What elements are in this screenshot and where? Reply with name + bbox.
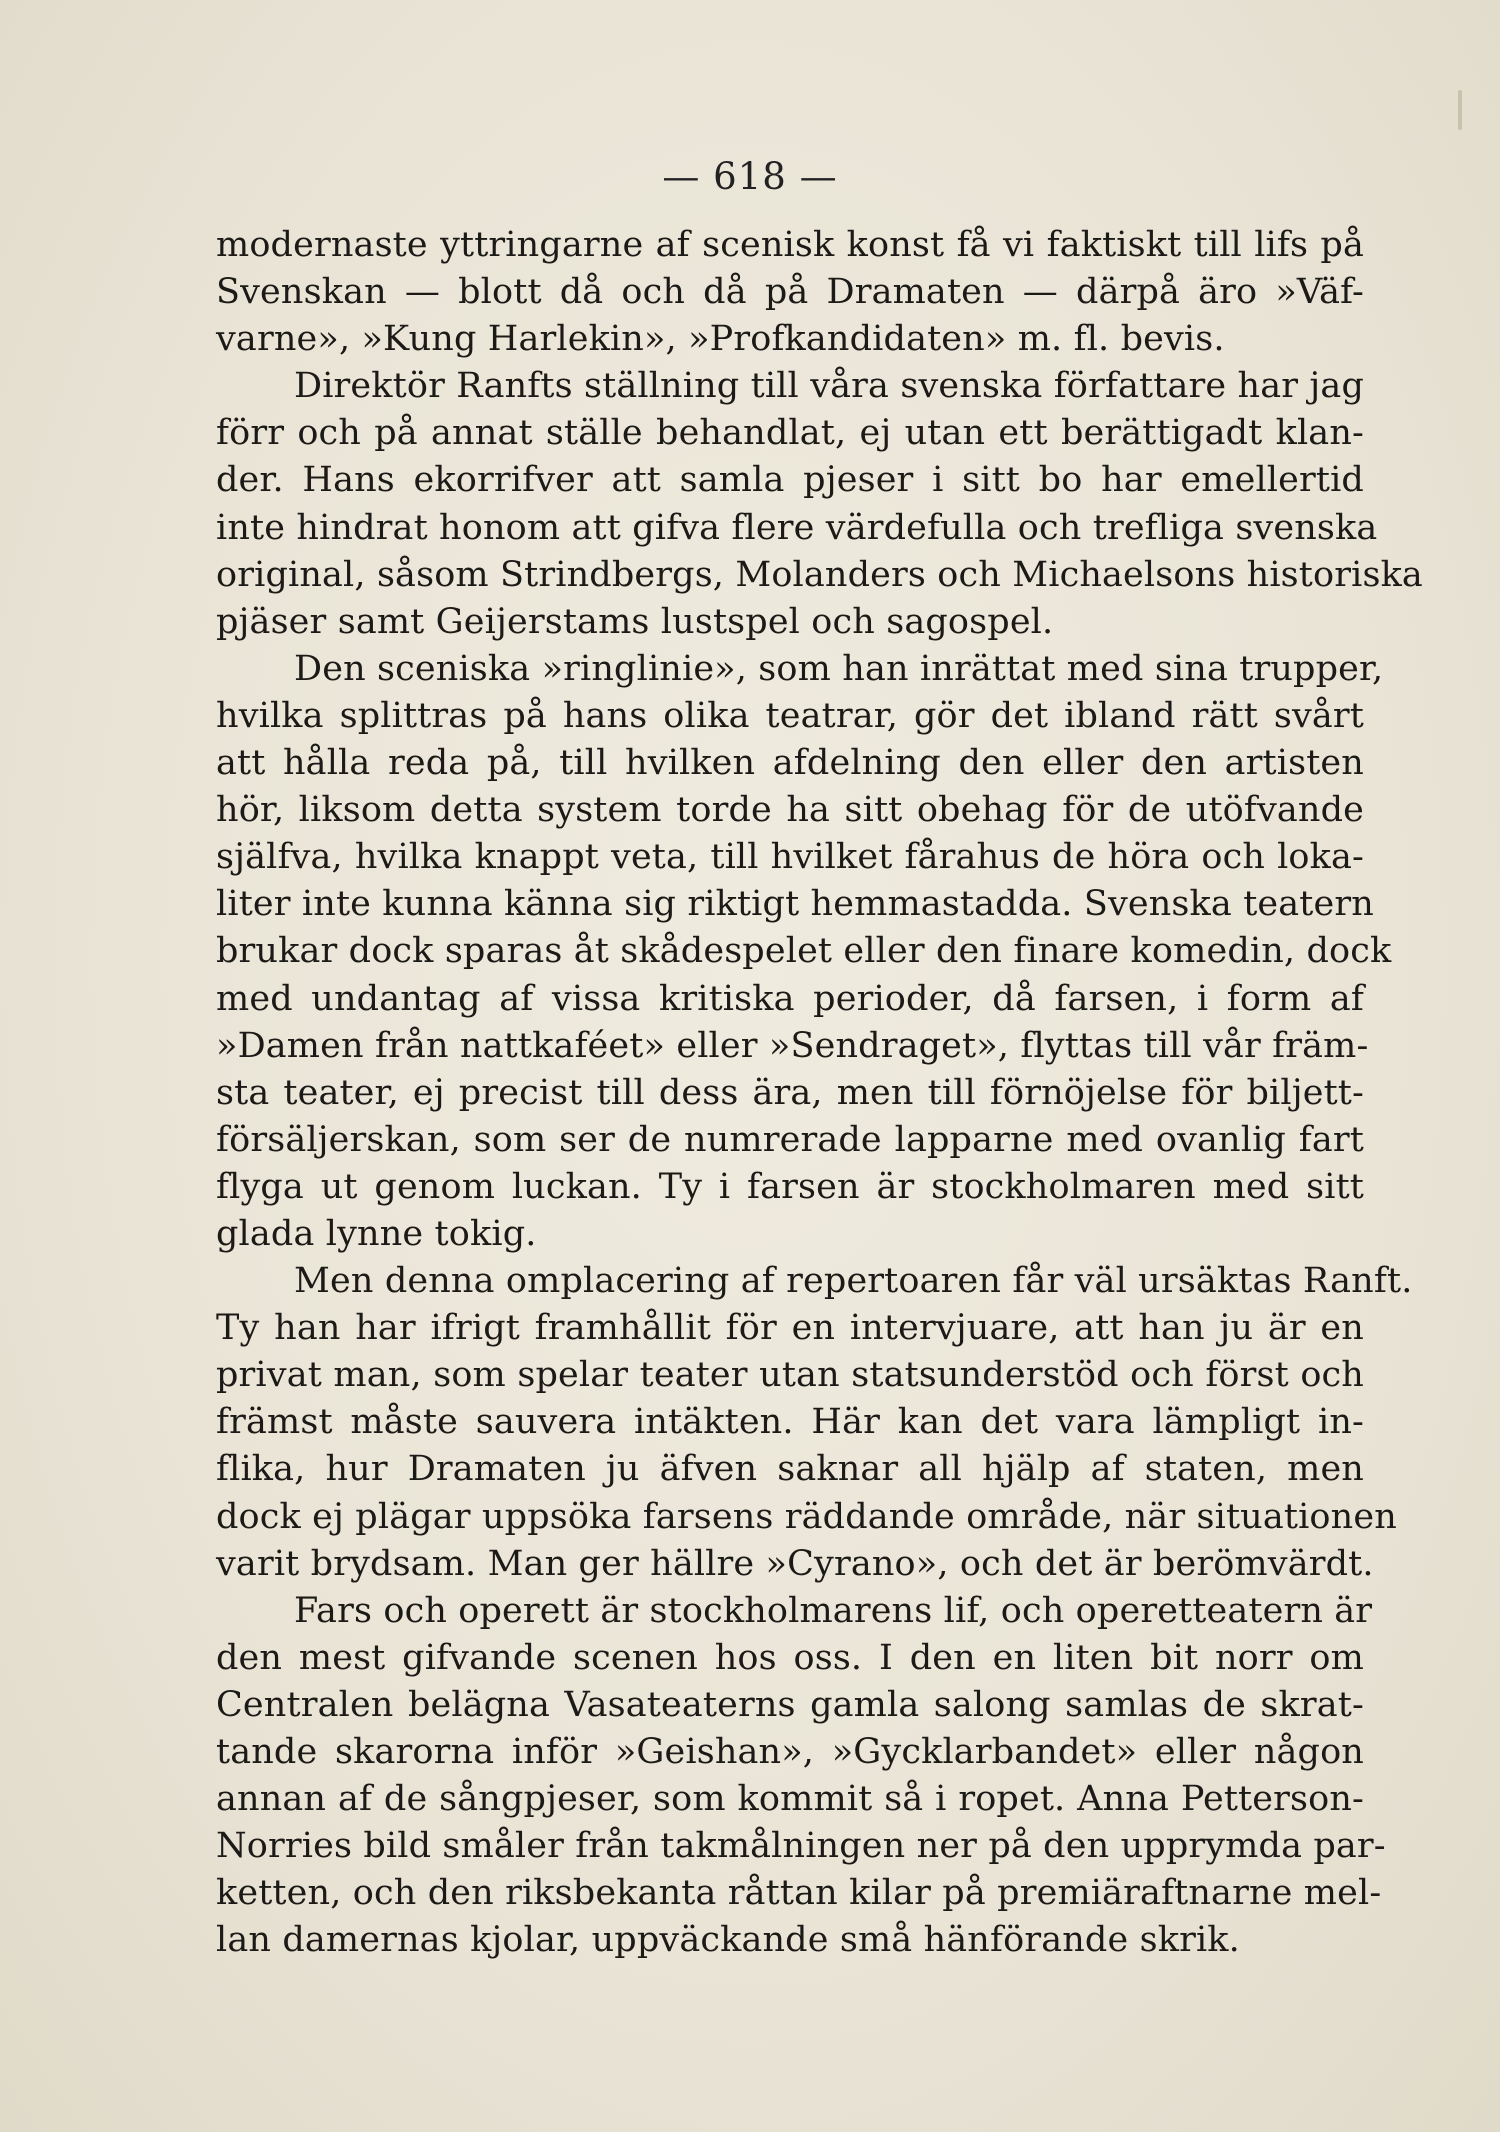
text-line: Fars och operett är stockholmarens lif, och operetteatern är bbox=[294, 1590, 1373, 1631]
paragraph bbox=[216, 646, 1392, 1258]
text-line: försäljerskan, som ser de numrerade lapparne med ovanlig fart bbox=[216, 1119, 1364, 1160]
text-line: den mest gifvande scenen hos oss. I den en liten bit norr om bbox=[216, 1637, 1364, 1678]
page-edge-mark bbox=[1458, 90, 1462, 130]
text-line: varit brydsam. Man ger hällre »Cyrano», och det är berömvärdt. bbox=[216, 1543, 1374, 1584]
paragraph bbox=[216, 363, 1423, 646]
text-line: Centralen belägna Vasateaterns gamla salong samlas de skrat- bbox=[216, 1684, 1364, 1725]
paragraph bbox=[216, 1588, 1386, 1965]
text-line: Norries bild småler från takmålningen ner på den upprymda par- bbox=[216, 1826, 1386, 1867]
text-line: sta teater, ej precist till dess ära, men till förnöjelse för biljett- bbox=[216, 1072, 1364, 1113]
text-line: lan damernas kjolar, uppväckande små hänförande skrik. bbox=[216, 1920, 1240, 1961]
text-line: modernaste yttringarne af scenisk konst få vi faktiskt till lifs på bbox=[216, 225, 1364, 265]
text-line: original, såsom Strindbergs, Molanders och Michaelsons historiska bbox=[216, 554, 1423, 595]
page-number: — 618 — bbox=[662, 155, 838, 198]
text-line: Direktör Ranfts ställning till våra svenska författare har jag bbox=[294, 366, 1364, 407]
text-line: annan af de sångpjeser, som kommit så i ropet. Anna Petterson- bbox=[216, 1779, 1364, 1820]
text-line: ketten, och den riksbekanta råttan kilar på premiäraftnarne mel- bbox=[216, 1873, 1382, 1914]
paragraph bbox=[216, 222, 1364, 363]
text-line: hvilka splittras på hans olika teatrar, gör det ibland rätt svårt bbox=[216, 695, 1364, 736]
text-line: främst måste sauvera intäkten. Här kan det vara lämpligt in- bbox=[216, 1402, 1364, 1443]
text-line: Men denna omplacering af repertoaren får väl ursäktas Ranft. bbox=[294, 1261, 1413, 1302]
text-line: att hålla reda på, till hvilken afdelning den eller den artisten bbox=[216, 743, 1364, 784]
text-line: förr och på annat ställe behandlat, ej utan ett berättigadt klan- bbox=[216, 413, 1364, 454]
text-line: glada lynne tokig. bbox=[216, 1213, 537, 1254]
text-line: hör, liksom detta system torde ha sitt obehag för de utöfvande bbox=[216, 790, 1364, 831]
text-line: der. Hans ekorrifver att samla pjeser i sitt bo har emellertid bbox=[216, 460, 1364, 501]
text-line: inte hindrat honom att gifva flere värdefulla och trefliga svenska bbox=[216, 507, 1378, 548]
text-line: brukar dock sparas åt skådespelet eller den finare komedin, dock bbox=[216, 931, 1392, 972]
text-line: Ty han har ifrigt framhållit för en intervjuare, att han ju är en bbox=[216, 1308, 1364, 1349]
text-line: privat man, som spelar teater utan statsunderstöd och först och bbox=[216, 1355, 1364, 1396]
text-line: liter inte kunna känna sig riktigt hemmastadda. Svenska teatern bbox=[216, 884, 1374, 925]
text-line: flyga ut genom luckan. Ty i farsen är stockholmaren med sitt bbox=[216, 1166, 1364, 1207]
text-line: tande skarorna inför »Geishan», »Gycklarbandet» eller någon bbox=[216, 1732, 1364, 1772]
text-line: Svenskan — blott då och då på Dramaten — därpå äro »Väf- bbox=[216, 272, 1364, 313]
body-text bbox=[216, 222, 1423, 1964]
paragraph bbox=[216, 1258, 1413, 1588]
text-line: »Damen från nattkaféet» eller »Sendraget», flyttas till vår främ- bbox=[216, 1025, 1369, 1066]
text-line: själfva, hvilka knappt veta, till hvilket fårahus de höra och loka- bbox=[216, 837, 1364, 878]
text-line: flika, hur Dramaten ju äfven saknar all hjälp af staten, men bbox=[216, 1449, 1364, 1490]
text-line: varne», »Kung Harlekin», »Profkandidaten» m. fl. bevis. bbox=[216, 319, 1225, 360]
text-line: med undantag af vissa kritiska perioder, då farsen, i form af bbox=[216, 978, 1364, 1019]
text-line: Den sceniska »ringlinie», som han inrättat med sina trupper, bbox=[294, 648, 1384, 689]
text-line: pjäser samt Geijerstams lustspel och sagospel. bbox=[216, 601, 1054, 642]
text-line: dock ej plägar uppsöka farsens räddande område, när situationen bbox=[216, 1496, 1397, 1537]
